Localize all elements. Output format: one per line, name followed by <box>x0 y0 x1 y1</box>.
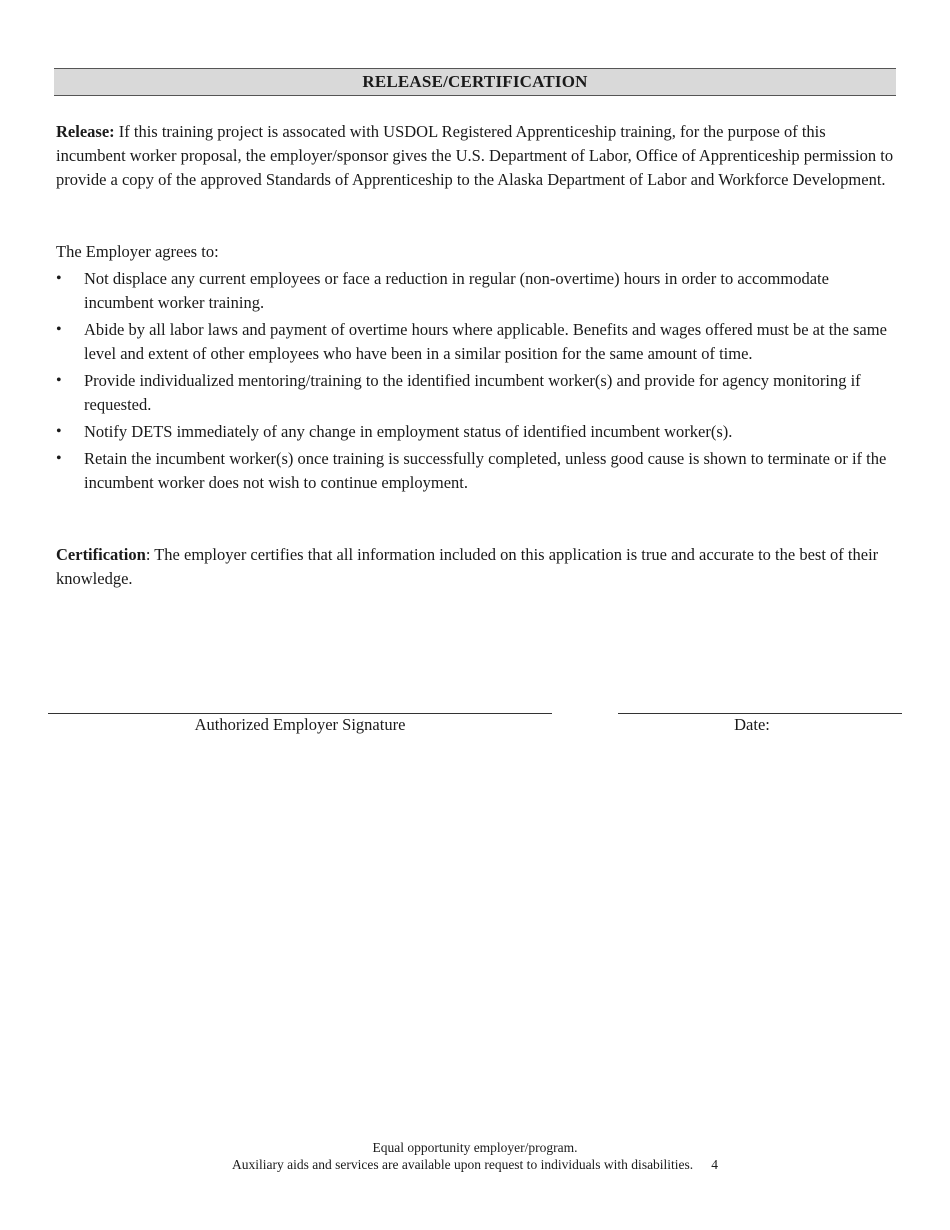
bullet-icon: • <box>56 450 62 467</box>
list-item <box>56 267 896 315</box>
list-item-text: Not displace any current employees or face a reduction in regular (non-overtime) hours in order to accommodate incumbent worker training. <box>84 269 829 312</box>
list-item <box>56 318 896 366</box>
list-item-text: Notify DETS immediately of any change in employment status of identified incumbent worker(s). <box>84 422 733 441</box>
page-number: 4 <box>711 1157 718 1172</box>
date-label: Date: <box>734 715 770 734</box>
list-item-text: Abide by all labor laws and payment of overtime hours where applicable. Benefits and wages offered must be at the same level and extent of other employees who have been in a similar position for the same amount of time. <box>84 320 887 363</box>
certification-paragraph <box>56 543 896 591</box>
list-item <box>56 369 896 417</box>
release-text: If this training project is assocated with USDOL Registered Apprenticeship training, for the purpose of this incumbent worker proposal, the employer/sponsor gives the U.S. Department of Labor, Office of Apprenticeship permission to provide a copy of the approved Standards of Apprenticeship to the Alaska Department of Labor and Workforce Development. <box>56 122 894 189</box>
certification-label: Certification <box>56 545 146 564</box>
footer-auxiliary-text: Auxiliary aids and services are available upon request to individuals with disabilities. <box>232 1157 694 1172</box>
agreement-intro: The Employer agrees to: <box>56 242 219 261</box>
bullet-icon: • <box>56 270 62 287</box>
certification-text: : The employer certifies that all information included on this application is true and accurate to the best of their knowledge. <box>56 545 879 588</box>
list-item-text: Provide individualized mentoring/training to the identified incumbent worker(s) and provide for agency monitoring if requested. <box>84 371 861 414</box>
list-item <box>56 447 896 495</box>
list-item-text: Retain the incumbent worker(s) once training is successfully completed, unless good cause is shown to terminate or if the incumbent worker does not wish to continue employment. <box>84 449 887 492</box>
signature-label: Authorized Employer Signature <box>194 715 406 734</box>
release-paragraph <box>56 120 896 192</box>
list-item <box>56 420 896 444</box>
bullet-icon: • <box>56 423 62 440</box>
footer-auxiliary-aids <box>0 1156 950 1173</box>
section-title: RELEASE/CERTIFICATION <box>54 68 896 96</box>
footer-equal-opportunity: Equal opportunity employer/program. <box>372 1140 578 1155</box>
agreement-list <box>56 267 896 498</box>
bullet-icon: • <box>56 321 62 338</box>
release-label: Release: <box>56 122 115 141</box>
bullet-icon: • <box>56 372 62 389</box>
